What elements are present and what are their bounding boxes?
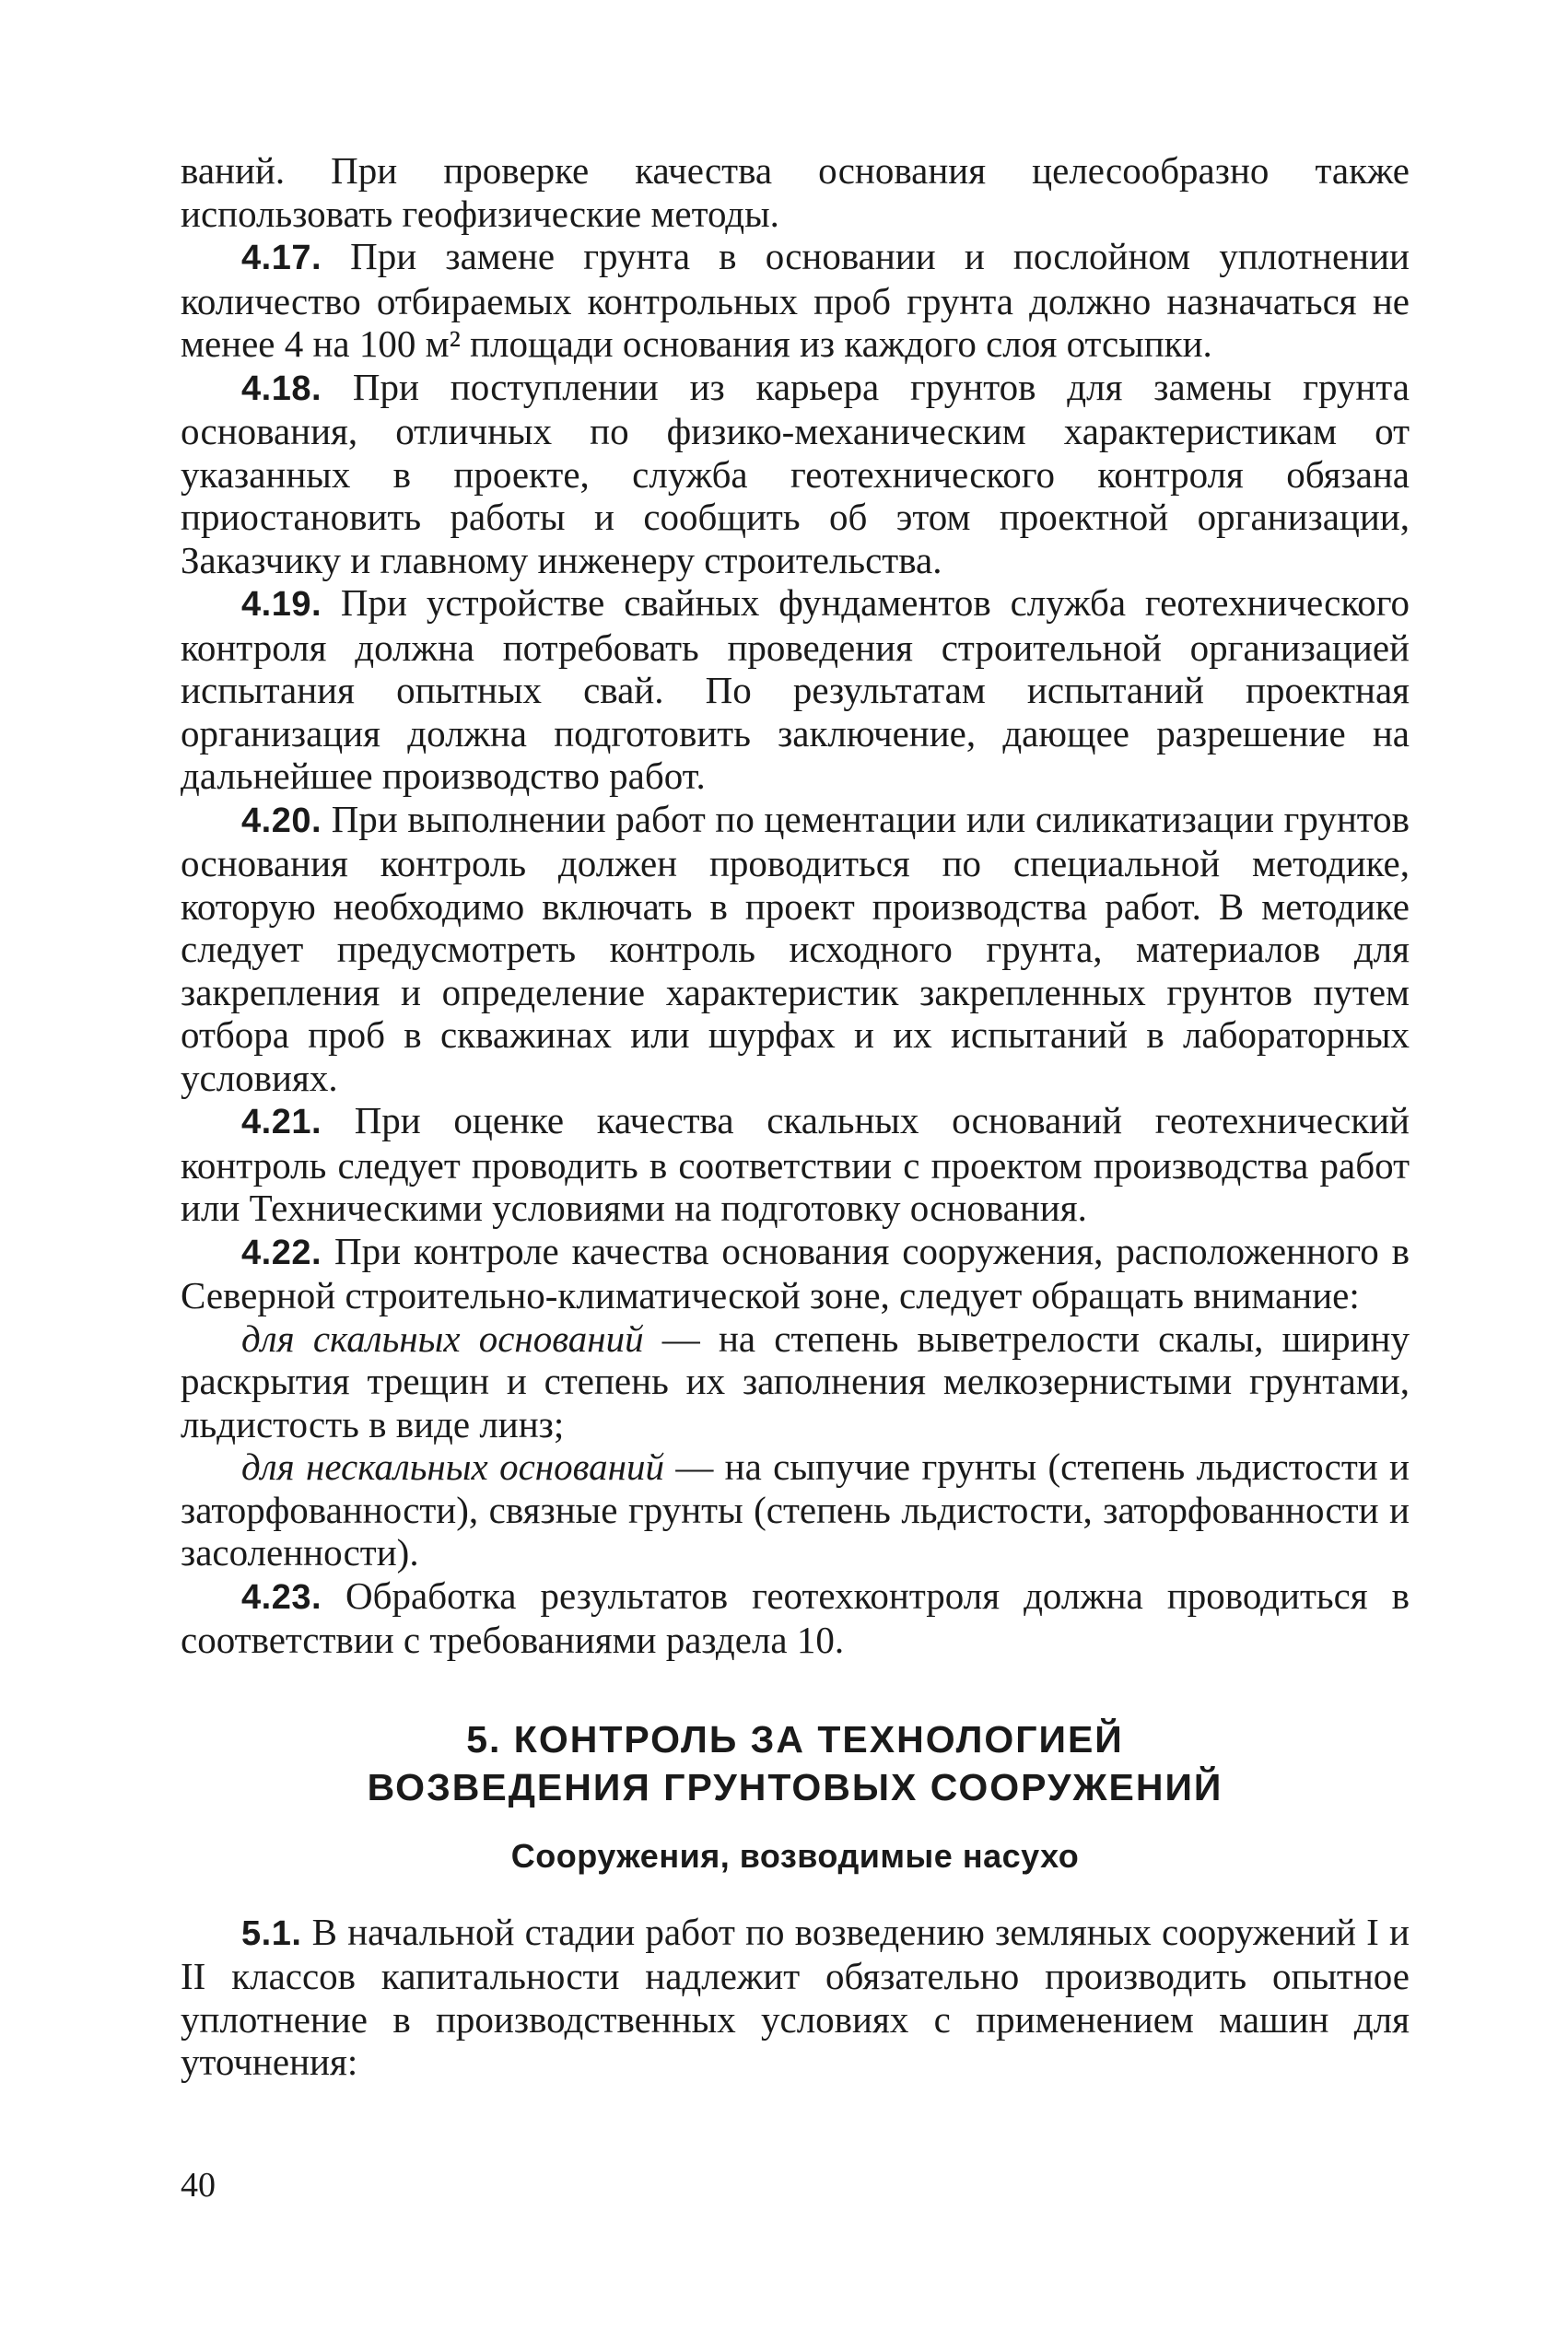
page-number: 40 — [181, 2166, 216, 2205]
paragraph-4-17 — [181, 235, 1410, 366]
paragraph-number: 5.1. — [241, 1913, 302, 1953]
paragraph-text: При контроле качества основания сооружения, расположенного в Северной строительно-климатической зоне, следует обращать внимание: — [181, 1229, 1410, 1316]
paragraph-continuation — [181, 149, 1410, 235]
paragraph-number: 4.20. — [241, 801, 322, 840]
paragraph-text: При замене грунта в основании и послойном уплотнении количество отбираемых контрольных проб грунта должно назначаться не менее 4 на 100 м² площади основания из каждого слоя отсыпки. — [181, 235, 1410, 365]
paragraph-italic-lead: для скальных оснований — [241, 1316, 644, 1360]
paragraph-text: — на степень выветрелости скалы, ширину раскрытия трещин и степень их заполнения мелкозернистыми грунтами, льдистость в виде линз; — [181, 1316, 1410, 1445]
paragraph-italic-lead: для нескальных оснований — [241, 1445, 664, 1488]
paragraph-number: 4.22. — [241, 1233, 322, 1272]
paragraph-4-18 — [181, 366, 1410, 582]
paragraph-rock-foundations — [181, 1317, 1410, 1446]
section-title — [181, 1715, 1410, 1811]
paragraph-4-20 — [181, 798, 1410, 1100]
paragraph-text: При поступлении из карьера грунтов для замены грунта основания, отличных по физико-механическим характеристикам от указанных в проекте, служба геотехнического контроля обязана приостановить работы и сообщить об этом проектной организации, Заказчику и главному инженеру строительства. — [181, 365, 1410, 581]
subsection-title: Сооружения, возводимые насухо — [510, 1836, 1080, 1875]
paragraph-text: При устройстве свайных фундаментов служба геотехнического контроля должна потребовать проведения строительной организацией испытания опытных свай. По результатам испытаний проектная организация должна подготовить заключение, дающее разрешение на дальнейшее производство работ. — [181, 581, 1410, 797]
section-title-line: 5. КОНТРОЛЬ ЗА ТЕХНОЛОГИЕЙ — [466, 1717, 1124, 1761]
paragraph-text: При выполнении работ по цементации или силикатизации грунтов основания контроль должен проводиться по специальной методике, которую необходимо включать в проект производства работ. В методике следует предусмотреть контроль исходного грунта, материалов для закрепления и определение характеристик закрепленных грунтов путем отбора проб в скважинах или шурфах и их испытаний в лабораторных условиях. — [181, 797, 1410, 1099]
paragraph-number: 4.18. — [241, 369, 322, 408]
paragraph-number: 4.17. — [241, 239, 322, 277]
paragraph-text: При оценке качества скальных оснований геотехнический контроль следует проводить в соответствии с проектом производства работ или Техническими условиями на подготовку основания. — [181, 1099, 1410, 1229]
paragraph-number: 4.21. — [241, 1103, 322, 1141]
paragraph-4-22 — [181, 1230, 1410, 1317]
paragraph-nonrock-foundations — [181, 1445, 1410, 1574]
paragraph-text: ваний. При проверке качества основания целесообразно также использовать геофизические методы. — [181, 149, 1410, 235]
paragraph-number: 4.19. — [241, 585, 322, 624]
paragraph-number: 4.23. — [241, 1577, 322, 1617]
paragraph-5-1 — [181, 1911, 1410, 2084]
document-page — [181, 149, 1410, 2084]
paragraph-text: — на сыпучие грунты (степень льдистости и заторфованности), связные грунты (степень льдистости, заторфованности и засоленности). — [181, 1445, 1410, 1574]
paragraph-4-21 — [181, 1099, 1410, 1230]
paragraph-4-23 — [181, 1574, 1410, 1662]
paragraph-4-19 — [181, 581, 1410, 798]
section-title-line: ВОЗВЕДЕНИЯ ГРУНТОВЫХ СООРУЖЕНИЙ — [367, 1765, 1223, 1808]
paragraph-text: В начальной стадии работ по возведению земляных сооружений I и II классов капитальности надлежит обязательно производить опытное уплотнение в производственных условиях с применением машин для уточнения: — [181, 1910, 1410, 2083]
paragraph-text: Обработка результатов геотехконтроля должна проводиться в соответствии с требованиями раздела 10. — [181, 1574, 1410, 1661]
